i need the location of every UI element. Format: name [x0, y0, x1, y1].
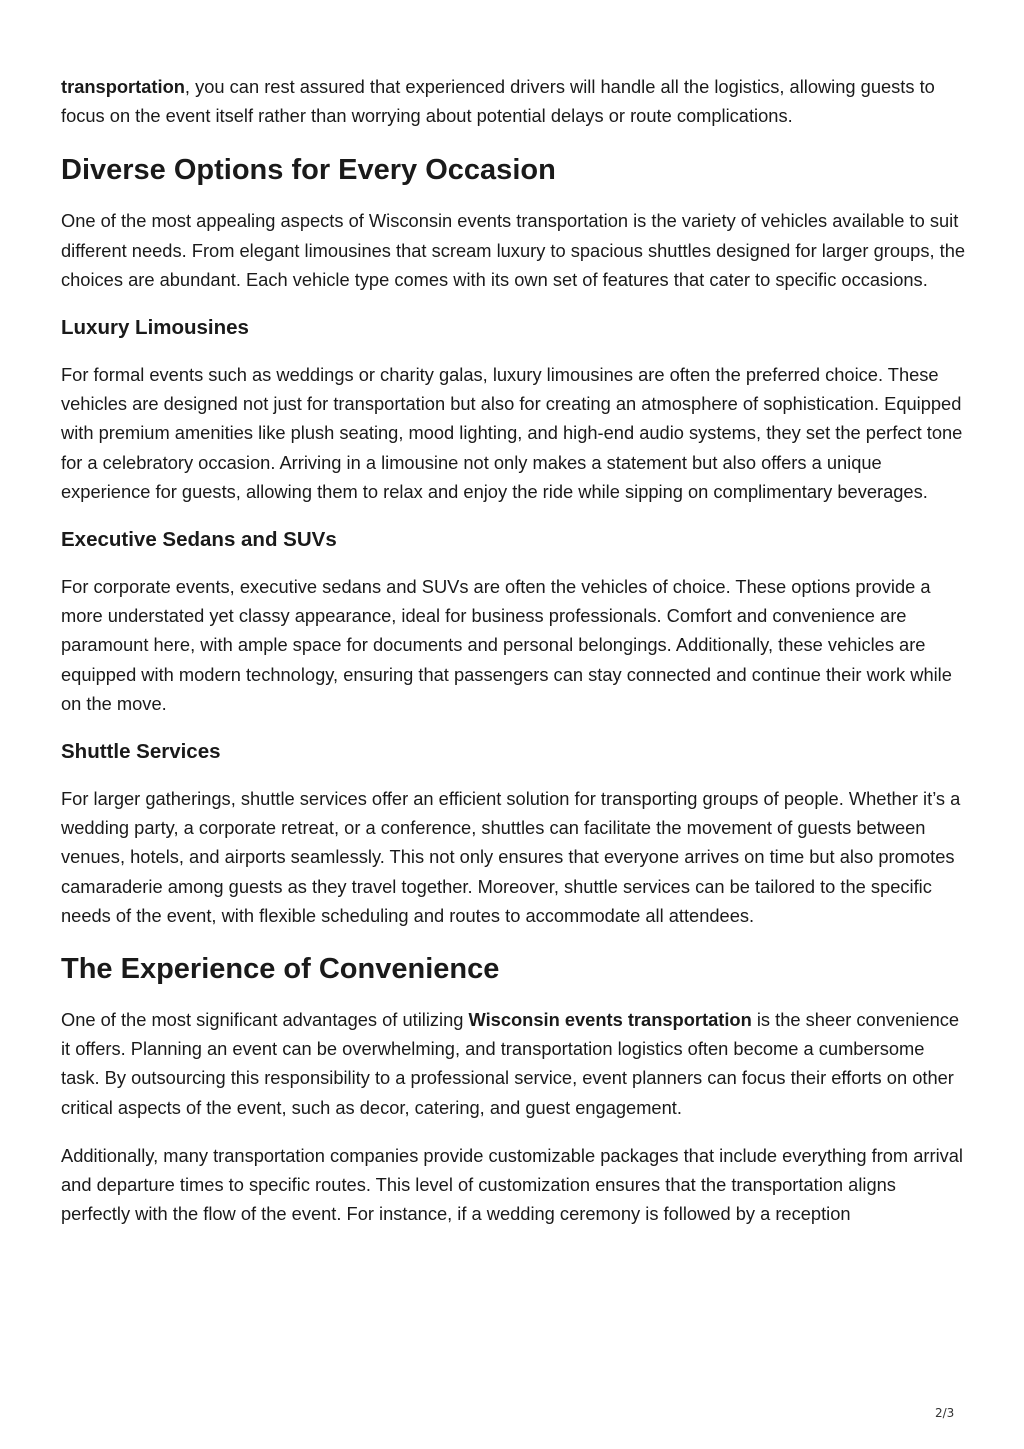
diverse-options-paragraph: One of the most appealing aspects of Wisconsin events transportation is the variety of vehicles available to suit different needs. From elegant limousines that scream luxury to spacious shuttles designed for larger groups, the choices are abundant. Each vehicle type comes with its own set of features that cater to specific occasions.: [61, 210, 966, 290]
heading-experience-of-convenience: The Experience of Convenience: [61, 953, 500, 986]
executive-sedans-paragraph: For corporate events, executive sedans and SUVs are often the vehicles of choice. These options provide a more understated yet classy appearance, ideal for business professionals. Comfort and convenience are paramount here, with ample space for documents and personal belongings. Additionally, these vehicles are equipped with modern technology, ensuring that passengers can stay connected and continue their work while on the move.: [61, 576, 952, 714]
intro-bold-lead: transportation: [61, 76, 185, 97]
page-number: 2/3: [935, 1406, 955, 1420]
heading-shuttle-services: Shuttle Services: [61, 740, 221, 764]
convenience-paragraph-2: Additionally, many transportation companies provide customizable packages that include everything from arrival and departure times to specific routes. This level of customization ensures that the transportation aligns perfectly with the flow of the event. For instance, if a wedding ceremony is followed by a reception: [61, 1144, 963, 1225]
intro-paragraph: [61, 72, 966, 130]
heading-diverse-options: Diverse Options for Every Occasion: [61, 154, 556, 187]
shuttle-services-paragraph: For larger gatherings, shuttle services offer an efficient solution for transporting groups of people. Whether it’s a wedding party, a corporate retreat, or a conference, shuttles can facilitate the movement of guests between venues, hotels, and airports seamlessly. This not only ensures that everyone arrives on time but also promotes camaraderie among guests as they travel together. Moreover, shuttle services can be tailored to the specific needs of the event, with flexible scheduling and routes to accommodate all attendees.: [61, 788, 961, 926]
convenience-paragraph-1: [61, 1005, 966, 1122]
heading-executive-sedans: Executive Sedans and SUVs: [61, 528, 337, 552]
intro-text: , you can rest assured that experienced drivers will handle all the logistics, allowing guests to focus on the event itself rather than worrying about potential delays or route complications.: [61, 76, 935, 127]
convenience-text-before: One of the most significant advantages of utilizing: [61, 1009, 469, 1031]
document-page: [61, 72, 966, 1228]
heading-luxury-limousines: Luxury Limousines: [61, 316, 249, 340]
convenience-bold-phrase: Wisconsin events transportation: [468, 1009, 752, 1031]
luxury-limousines-paragraph: For formal events such as weddings or charity galas, luxury limousines are often the preferred choice. These vehicles are designed not just for transportation but also for creating an atmosphere of sophistication. Equipped with premium amenities like plush seating, mood lighting, and high-end audio systems, they set the perfect tone for a celebratory occasion. Arriving in a limousine not only makes a statement but also offers a unique experience for guests, allowing them to relax and enjoy the ride while sipping on complimentary beverages.: [61, 364, 963, 502]
convenience-text-after: is the sheer convenience it offers. Planning an event can be overwhelming, and transportation logistics often become a cumbersome task. By outsourcing this responsibility to a professional service, event planners can focus their efforts on other critical aspects of the event, such as decor, catering, and guest engagement.: [61, 1009, 960, 1118]
